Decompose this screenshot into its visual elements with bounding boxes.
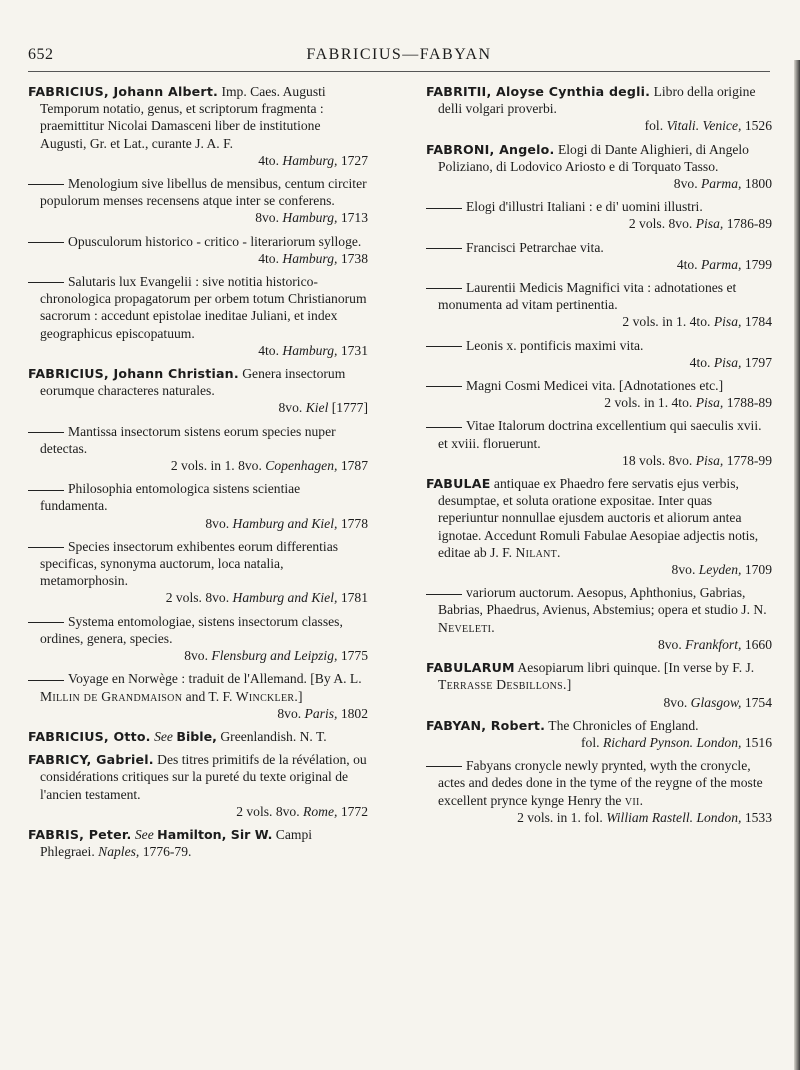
format: 2 vols. 8vo. — [165, 590, 230, 606]
imprint — [426, 636, 772, 653]
format: 2 vols. in 1. 4to. — [622, 314, 711, 330]
entry-heading: FABRICIUS, Johann Albert. — [28, 84, 219, 99]
entry-title: Laurentii Medicis Magnifici vita : adnotationes et monumenta ad vitam pertinentia. — [438, 280, 737, 313]
entry-title: Species insectorum exhibentes eorum differentias specificas, synonyma auctorum, loca natalia, metamorphosin. — [40, 538, 339, 589]
format: 8vo. — [671, 562, 696, 578]
entry-heading: FABULARUM — [426, 660, 515, 676]
entry-title: Menologium sive libellus de mensibus, centum circiter populorum menses recensens atque inter se conferens. — [40, 176, 367, 209]
ditto-dash — [28, 547, 64, 548]
entry-title: Fabyans cronycle newly prynted, wyth the cronycle, actes and dedes done in the tyme of the reygne of the moste excellent prynce kynge Henry the — [438, 758, 763, 808]
entry-text — [426, 659, 772, 693]
catalogue-entry — [28, 826, 368, 860]
catalogue-entry — [426, 337, 772, 371]
entry-text — [426, 717, 772, 734]
format: 2 vols. in 1. 4to. — [604, 395, 693, 411]
author-name: Winckler.] — [235, 688, 303, 704]
publication-year: 1776-79. — [142, 844, 192, 860]
entry-text — [426, 141, 772, 175]
entry-heading: FABRITII, Aloyse Cynthia degli. — [426, 84, 651, 99]
publication-place: London, — [696, 809, 742, 825]
format: fol. — [644, 118, 664, 134]
entry-title: Mantissa insectorum sistens eorum species nuper detectas. — [40, 423, 336, 456]
entry-title: Des titres primitifs de la révélation, ou considérations critiques sur la pureté du texte original de l'ancien testament. — [40, 752, 367, 802]
publication-year: 1727 — [340, 152, 368, 168]
entry-title: Imp. Caes. Augusti Temporum notatio, genus, et scriptorum fragmenta : praemittitur Nicolai Damasceni liber de institutione Augusti, Gr. et Lat., curante J. A. F. — [40, 84, 326, 151]
imprint — [426, 175, 772, 192]
entry-text — [28, 613, 368, 647]
publication-place: Flensburg and Leipzig, — [211, 648, 338, 664]
entry-title: Systema entomologiae, sistens insectorum classes, ordines, genera, species. — [40, 613, 343, 646]
ditto-dash — [28, 622, 64, 623]
publication-year: 1781 — [340, 590, 368, 606]
publication-year: 1754 — [744, 694, 772, 710]
ditto-dash — [426, 208, 462, 209]
entry-text — [28, 728, 368, 745]
format: 4to. — [258, 342, 279, 358]
ditto-dash — [28, 680, 64, 681]
catalogue-entry — [28, 751, 368, 820]
ditto-dash — [426, 288, 462, 289]
cross-reference-target: Bible, — [176, 728, 217, 744]
ditto-dash — [426, 427, 462, 428]
imprint — [28, 803, 368, 820]
catalogue-entry — [28, 83, 368, 169]
page-edge-shadow — [794, 60, 800, 1070]
publication-place: Naples, — [98, 844, 140, 860]
entry-title: Elogi d'illustri Italiani : e di' uomini illustri. — [466, 199, 703, 215]
imprint — [28, 515, 368, 532]
catalogue-entry — [28, 233, 368, 267]
catalogue-entry — [28, 538, 368, 607]
imprint — [28, 342, 368, 359]
publication-place: Hamburg and Kiel, — [232, 590, 338, 606]
publication-place: Parma, — [701, 256, 742, 272]
entry-text — [28, 751, 368, 803]
publication-year: 1738 — [340, 250, 368, 266]
publication-year: 1713 — [340, 210, 368, 226]
format: fol. — [581, 734, 600, 750]
entry-title: Vitae Italorum doctrina excellentium qui saeculis xvii. et xviii. floruerunt. — [438, 418, 762, 451]
ditto-dash — [426, 248, 462, 249]
entry-text — [426, 377, 772, 394]
cross-reference-target: Hamilton, Sir W. — [157, 826, 273, 842]
publication-place: Pisa, — [713, 354, 742, 370]
catalogue-entry — [426, 475, 772, 578]
publication-year: 1787 — [340, 458, 368, 474]
publication-year: 1660 — [744, 636, 772, 652]
ditto-dash — [28, 282, 64, 283]
imprint — [28, 647, 368, 664]
format: 2 vols. in 1. 8vo. — [170, 458, 262, 474]
entry-title: Leonis x. pontificis maximi vita. — [466, 337, 644, 353]
publication-year: 1778-99 — [726, 452, 772, 468]
entry-heading: FABRIS, Peter. — [28, 826, 132, 842]
format: 4to. — [676, 256, 698, 272]
entry-title: variorum auctorum. Aesopus, Aphthonius, Gabrias, Babrias, Phaedrus, Avienus, Abstemius; opera et studio J. N. — [438, 585, 767, 618]
ditto-dash — [426, 766, 462, 767]
imprint — [426, 734, 772, 751]
format: 8vo. — [205, 515, 230, 531]
publication-place: Paris, — [304, 705, 338, 721]
entry-text — [426, 584, 772, 636]
format: 8vo. — [673, 176, 698, 192]
format: 8vo. — [255, 210, 279, 226]
entry-title: Aesopiarum libri quinque. [In verse by F. J. — [517, 660, 755, 676]
imprint — [426, 354, 772, 371]
format: 2 vols. 8vo. — [628, 216, 693, 232]
entry-title: Opusculorum historico - critico - literariorum sylloge. — [68, 233, 362, 249]
publication-place: Venice, — [702, 118, 742, 134]
author-name: Terrasse Desbillons.] — [438, 677, 572, 693]
publication-year: 1775 — [340, 648, 368, 664]
publication-year: 1788-89 — [726, 395, 772, 411]
publication-place: Hamburg, — [282, 250, 338, 266]
entry-text — [28, 83, 368, 152]
page-header — [28, 44, 770, 68]
format: 8vo. — [277, 705, 302, 721]
format: 18 vols. 8vo. — [622, 452, 693, 468]
catalogue-entry — [426, 659, 772, 711]
ditto-dash — [28, 242, 64, 243]
entry-heading: FABULAE — [426, 476, 491, 492]
entry-title: and T. F. — [185, 688, 233, 704]
catalogue-entry — [28, 480, 368, 532]
catalogue-entry — [28, 670, 368, 722]
imprint — [426, 117, 772, 134]
catalogue-entry — [426, 239, 772, 273]
imprint — [28, 399, 368, 416]
publication-year: 1731 — [340, 342, 368, 358]
catalogue-entry — [426, 141, 772, 193]
catalogue-entry — [426, 279, 772, 331]
entry-heading: FABRICIUS, Johann Christian. — [28, 366, 239, 382]
ditto-dash — [426, 594, 462, 595]
author-name: Millin de Grandmaison — [40, 688, 183, 704]
publication-year: 1800 — [744, 176, 772, 192]
entry-text — [426, 239, 772, 256]
printer: Richard Pynson. — [602, 734, 694, 750]
imprint — [426, 561, 772, 578]
entry-text — [426, 198, 772, 215]
catalogue-entry — [426, 757, 772, 826]
publication-place: Pisa, — [713, 314, 742, 330]
catalogue-entry — [426, 83, 772, 135]
ditto-dash — [28, 432, 64, 433]
entry-text — [28, 273, 368, 342]
publication-year: 1797 — [744, 354, 772, 370]
format: 8vo. — [184, 648, 208, 664]
entry-heading: FABRICIUS, Otto. — [28, 728, 151, 744]
entry-title: Libro della origine delli volgari proverbi. — [438, 84, 756, 117]
publication-year: 1516 — [744, 734, 772, 750]
ditto-dash — [28, 490, 64, 491]
format: 8vo. — [278, 400, 303, 416]
left-column — [28, 83, 368, 866]
publication-place: Hamburg, — [282, 152, 338, 168]
entry-title: Magni Cosmi Medicei vita. [Adnotationes etc.] — [466, 378, 724, 394]
entry-text — [28, 826, 368, 860]
imprint — [28, 705, 368, 722]
ditto-dash — [426, 346, 462, 347]
entry-title: Francisci Petrarchae vita. — [466, 239, 604, 255]
right-column — [426, 83, 772, 832]
publication-year: 1772 — [340, 803, 368, 819]
page-number: 652 — [28, 46, 54, 63]
catalogue-entry — [426, 377, 772, 411]
entry-text — [28, 175, 368, 209]
publication-place: Pisa, — [695, 452, 724, 468]
imprint — [426, 256, 772, 273]
see-reference: See — [134, 826, 154, 842]
publication-place: London, — [696, 734, 742, 750]
publication-place: Pisa, — [695, 216, 724, 232]
entry-title: The Chronicles of England. — [548, 717, 699, 733]
header-rule — [28, 71, 770, 72]
entry-title: Salutaris lux Evangelii : sive notitia historico-chronologica propagatorum per orbem totum Christianorum sacrorum : accedunt epistolae ineditae Juliani, et index geographicus episcopatuum. — [40, 274, 367, 341]
author-name: vii. — [624, 792, 644, 808]
publication-place: Kiel — [305, 400, 329, 416]
publication-year: 1778 — [340, 515, 368, 531]
publication-year: 1802 — [340, 705, 368, 721]
entry-title: Philosophia entomologica sistens scientiae fundamenta. — [40, 481, 301, 514]
format: 8vo. — [657, 636, 682, 652]
entry-text — [426, 757, 772, 809]
publication-year: 1784 — [744, 314, 772, 330]
author-name: Nilant. — [515, 544, 561, 560]
entry-text — [426, 337, 772, 354]
publication-year: 1709 — [744, 562, 772, 578]
running-head: FABRICIUS—FABYAN — [306, 46, 492, 63]
catalogue-entry — [28, 175, 368, 227]
ditto-dash — [28, 184, 64, 185]
publication-year: 1526 — [744, 118, 772, 134]
printer: Vitali. — [666, 118, 700, 134]
format: 4to. — [689, 354, 711, 370]
format: 4to. — [258, 250, 279, 266]
entry-text — [426, 417, 772, 451]
imprint — [28, 209, 368, 226]
imprint — [28, 457, 368, 474]
publication-place: Frankfort, — [685, 636, 742, 652]
catalogue-entry — [28, 728, 368, 745]
publication-place: Parma, — [701, 176, 742, 192]
entry-heading: FABYAN, Robert. — [426, 717, 546, 733]
publication-place: Leyden, — [698, 562, 742, 578]
publication-place: Glasgow, — [690, 694, 742, 710]
catalogue-entry — [28, 273, 368, 359]
entry-text — [28, 233, 368, 250]
publication-year: 1799 — [744, 256, 772, 272]
catalogue-entry — [28, 613, 368, 665]
imprint — [426, 452, 772, 469]
catalogue-entry — [426, 717, 772, 751]
imprint — [426, 313, 772, 330]
publication-place: Hamburg, — [282, 342, 338, 358]
author-name: Neveleti. — [438, 619, 496, 635]
cross-reference-rest: Greenlandish. N. T. — [220, 728, 327, 744]
publication-place: Copenhagen, — [265, 458, 338, 474]
publication-year: [1777] — [331, 400, 368, 416]
imprint — [28, 250, 368, 267]
entry-title: antiquae ex Phaedro fere servatis ejus verbis, desumptae, et soluta oratione expositae. Inter quas reperiuntur nonnullae ejusdem auctoris et aliorum antea ignotae. Accedunt Romuli Fabulae Aesopiae adjectis notis, editae ab J. F. — [438, 476, 759, 560]
entry-text — [426, 279, 772, 313]
imprint — [426, 215, 772, 232]
format: 4to. — [258, 152, 279, 168]
catalogue-entry — [426, 198, 772, 232]
format: 2 vols. in 1. fol. — [517, 809, 603, 825]
format: 8vo. — [663, 694, 688, 710]
imprint — [426, 394, 772, 411]
publication-place: Rome, — [303, 803, 338, 819]
publication-year: 1533 — [744, 809, 772, 825]
see-reference: See — [154, 728, 173, 744]
entry-heading: FABRICY, Gabriel. — [28, 752, 154, 768]
catalogue-entry — [426, 584, 772, 653]
entry-title: Genera insectorum eorumque characteres naturales. — [40, 366, 346, 399]
entry-text — [28, 423, 368, 457]
entry-title: Voyage en Norwège : traduit de l'Allemand. [By A. L. — [68, 671, 362, 687]
imprint — [426, 694, 772, 711]
entry-text — [28, 480, 368, 514]
publication-place: Hamburg and Kiel, — [232, 515, 338, 531]
publication-place: Pisa, — [695, 395, 724, 411]
entry-heading: FABRONI, Angelo. — [426, 141, 555, 157]
catalogue-entry — [426, 417, 772, 469]
catalogue-entry — [28, 365, 368, 417]
printer: William Rastell. — [606, 809, 694, 825]
format: 2 vols. 8vo. — [236, 803, 300, 819]
publication-year: 1786-89 — [726, 216, 772, 232]
publication-place: Hamburg, — [282, 210, 338, 226]
ditto-dash — [426, 386, 462, 387]
entry-text — [28, 670, 368, 704]
entry-text — [28, 538, 368, 590]
entry-text — [426, 475, 772, 561]
entry-title: Elogi di Dante Alighieri, di Angelo Poliziano, di Lodovico Ariosto e di Torquato Tasso. — [438, 141, 749, 174]
imprint — [426, 809, 772, 826]
imprint — [28, 152, 368, 169]
imprint — [28, 589, 368, 606]
cross-reference-rest: Campi Phlegraei. — [40, 826, 313, 860]
entry-text — [426, 83, 772, 117]
entry-text — [28, 365, 368, 399]
catalogue-entry — [28, 423, 368, 475]
